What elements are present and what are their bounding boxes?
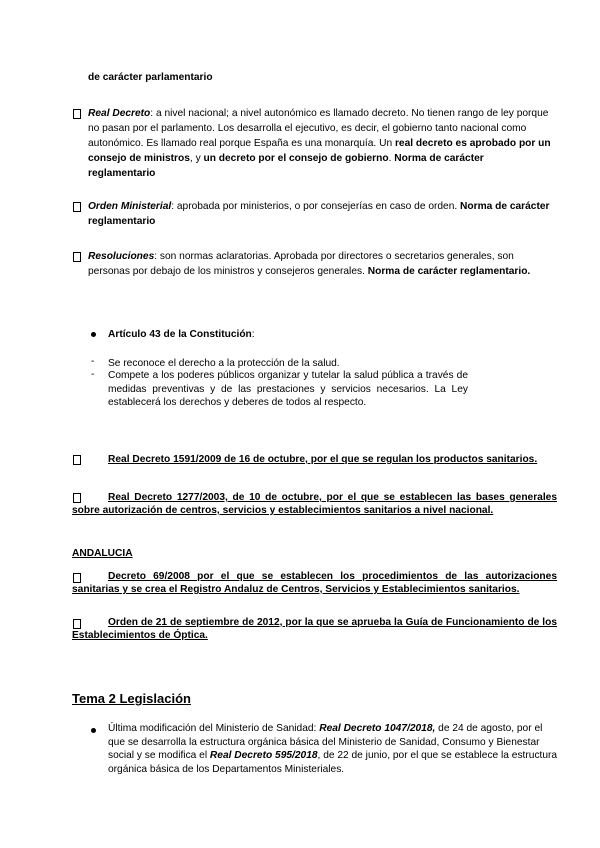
articulo-item: Se reconoce el derecho a la protección de la salud. [108,358,340,369]
bullet-dot-icon [91,728,96,733]
orden-ministerial-paragraph: Orden Ministerial: aprobada por ministerios, o por consejerías en caso de orden. Norma de carácter reglamentario [88,201,550,227]
real-decreto-paragraph: Real Decreto: a nivel nacional; a nivel autonómico es llamado decreto. No tienen rango de ley porque no pasan por el parlamento. Los desarrolla el ejecutivo, es decir, el gobierno tanto nacional como autonómico. Es llamado real porque España es una monarquía. Un real decreto es aprobado por un consejo de ministros, y un decreto por el consejo de gobierno. Norma de carácter reglamentario [88,108,551,179]
intro-line: de carácter parlamentario [88,72,213,83]
law-item: Decreto 69/2008 por el que se establecen los procedimientos de las autorizaciones sanitarias y se crea el Registro Andaluz de Centros, Servicios y Establecimientos sanitarios. [72,571,557,595]
articulo-heading: Artículo 43 de la Constitución: [108,329,255,340]
law-item: Real Decreto 1277/2003, de 10 de octubre, por el que se establecen las bases generales sobre autorización de centros, servicios y establecimientos sanitarios a nivel nacional. [72,492,557,516]
andalucia-heading: ANDALUCIA [72,548,133,559]
bullet-symbol-icon [73,252,81,262]
articulo-item: Compete a los poderes públicos organizar y tutelar la salud pública a través de medidas preventivas y de las prestaciones y servicios necesarios. La Ley establecerá los derechos y deberes de todos al respecto. [108,370,468,408]
dash-bullet: - [91,369,95,380]
bullet-symbol-icon [73,109,81,119]
resoluciones-paragraph: Resoluciones: son normas aclaratorias. Aprobada por directores o secretarios generales, son personas por debajo de los ministros y consejeros generales. Norma de carácter reglamentario. [88,251,531,277]
law-item: Real Decreto 1591/2009 de 16 de octubre, por el que se regulan los productos sanitarios. [108,454,538,465]
law-item: Orden de 21 de septiembre de 2012, por la que se aprueba la Guía de Funcionamiento de los Establecimientos de Óptica. [72,617,557,641]
bullet-symbol-icon [73,202,81,212]
tema2-paragraph: Última modificación del Ministerio de Sanidad: Real Decreto 1047/2018, de 24 de agosto, por el que se desarrolla la estructura orgánica básica del Ministerio de Sanidad, Consumo y Bienestar social y se modifica el Real Decreto 595/2018, de 22 de junio, por el que se establece la estructura orgánica básica de los Departamentos Ministeriales. [108,723,558,775]
bullet-dot-icon [91,332,96,337]
tema2-title: Tema 2 Legislación [72,691,191,706]
dash-bullet: - [91,356,95,367]
